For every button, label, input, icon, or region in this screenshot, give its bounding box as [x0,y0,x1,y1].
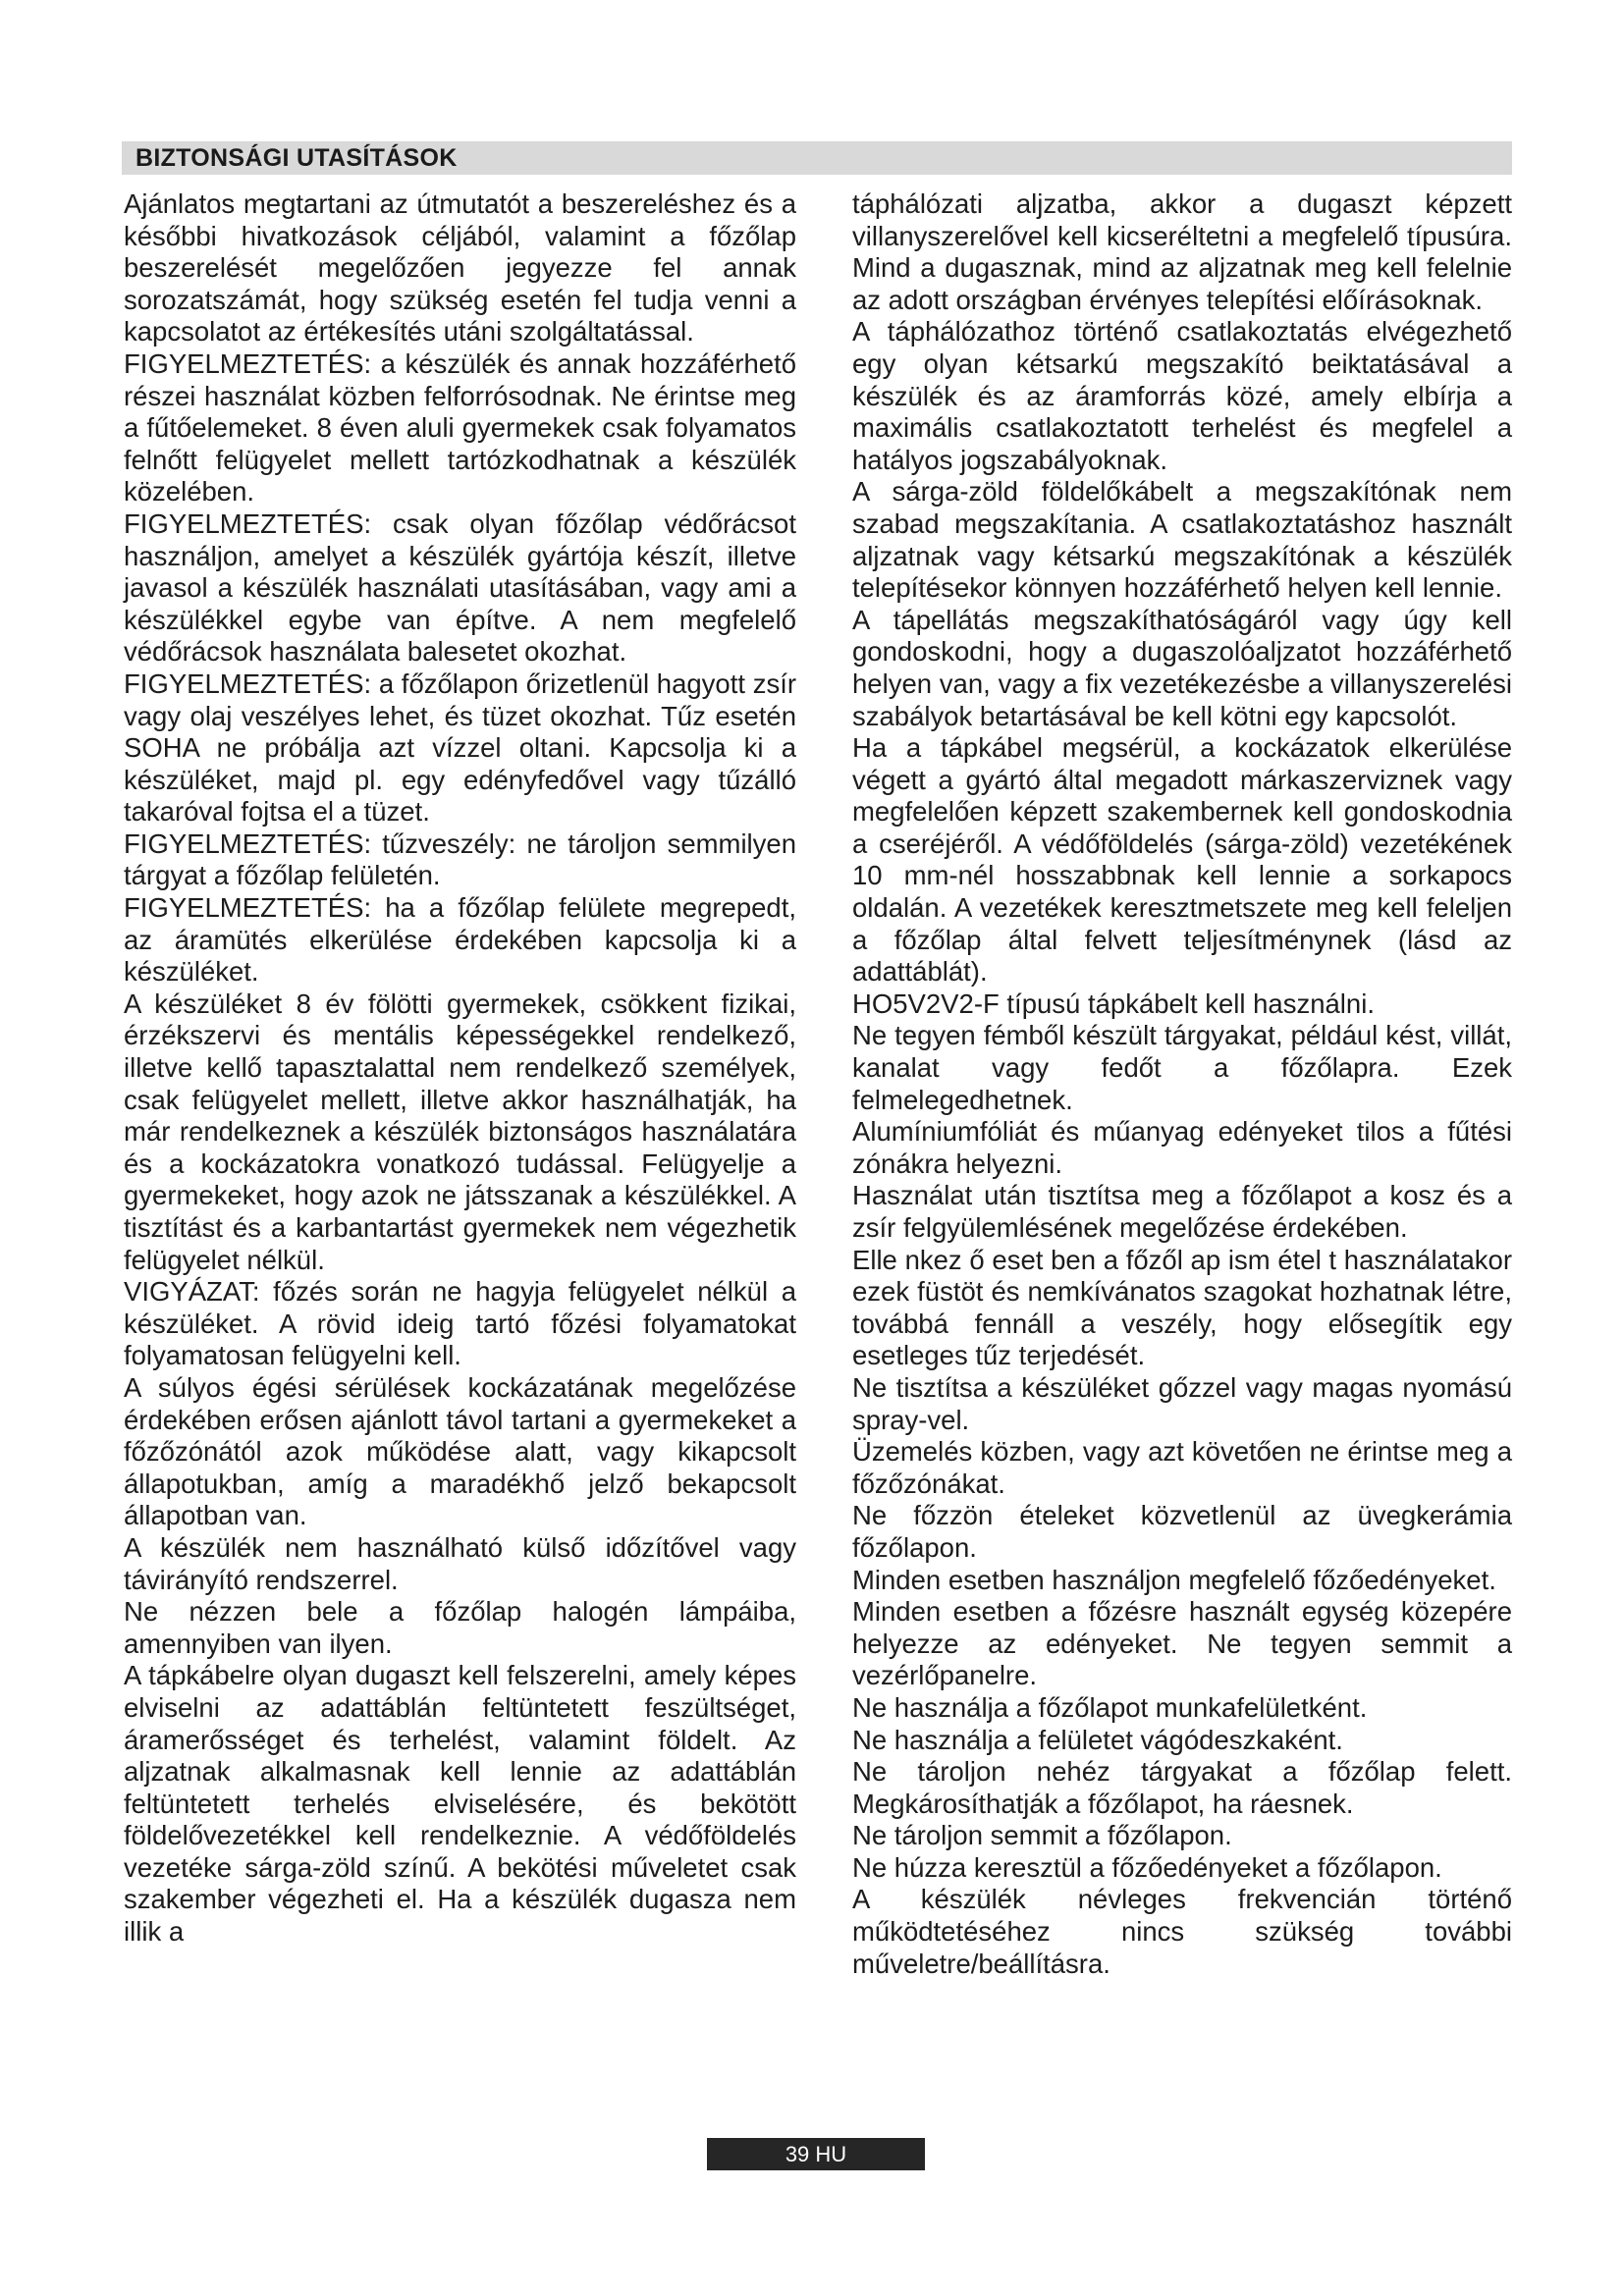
paragraph: VIGYÁZAT: főzés során ne hagyja felügyelet nélkül a készüléket. A rövid ideig tartó főzési folyamatokat folyamatosan felügyelni kell. [124,1276,796,1371]
paragraph: FIGYELMEZTETÉS: a készülék és annak hozzáférhető részei használat közben felforrósodnak. Ne érintse meg a fűtőelemeket. 8 éven aluli gyermekek csak folyamatos felnőtt felügyelet mellett tartózkodhatnak a készülék közelében. [124,347,796,507]
paragraph: táphálózati aljzatba, akkor a dugaszt képzett villanyszerelővel kell kicseréltetni a megfelelő típusúra. Mind a dugasznak, mind az aljzatnak meg kell felelnie az adott országban érvényes telepítési előírásoknak. [852,188,1512,315]
paragraph: Ne tegyen fémből készült tárgyakat, például kést, villát, kanalat vagy fedőt a főzőlapra. Ezek felmelegedhetnek. [852,1020,1512,1115]
paragraph: Üzemelés közben, vagy azt követően ne érintse meg a főzőzónákat. [852,1436,1512,1499]
paragraph: A készülék nem használható külső időzítővel vagy távirányító rendszerrel. [124,1531,796,1595]
paragraph: A készüléket 8 év fölötti gyermekek, csökkent fizikai, érzékszervi és mentális képességekkel rendelkező, illetve kellő tapasztalattal nem rendelkező személyek, csak felügyelet mellett, illetve akkor használhatják, ha már rendelkeznek a készülék biztonságos használatára és a kockázatokra vonatkozó tudással. Felügyelje a gyermekeket, hogy azok ne játsszanak a készülékkel. A tisztítást és a karbantartást gyermekek nem végezhetik felügyelet nélkül. [124,988,796,1275]
paragraph: Ne tároljon semmit a főzőlapon. [852,1820,1232,1851]
section-title: BIZTONSÁGI UTASÍTÁSOK [135,144,458,172]
paragraph: Ne tisztítsa a készüléket gőzzel vagy magas nyomású spray-vel. [852,1371,1512,1435]
paragraph: Minden esetben használjon megfelelő főzőedényeket. [852,1564,1496,1595]
paragraph: A sárga-zöld földelőkábelt a megszakítónak nem szabad megszakítania. A csatlakoztatáshoz használt aljzatnak vagy kétsarkú megszakítónak a készülék telepítésekor könnyen hozzáférhető helyen kell lennie. [852,476,1512,604]
right-column [852,188,1512,1980]
paragraph: Ne húzza keresztül a főzőedényeket a főzőlapon. [852,1851,1442,1883]
paragraph: Alumíniumfóliát és műanyag edényeket tilos a fűtési zónákra helyezni. [852,1116,1512,1179]
paragraph: A súlyos égési sérülések kockázatának megelőzése érdekében erősen ajánlott távol tartani a gyermekeket a főzőzónától azok működése alatt, vagy kikapcsolt állapotukban, amíg a maradékhő jelző bekapcsolt állapotban van. [124,1371,796,1531]
paragraph: FIGYELMEZTETÉS: a főzőlapon őrizetlenül hagyott zsír vagy olaj veszélyes lehet, és tüzet okozhat. Tűz esetén SOHA ne próbálja azt vízzel oltani. Kapcsolja ki a készüléket, majd pl. egy edényfedővel vagy tűzálló takaróval fojtsa el a tüzet. [124,667,796,828]
paragraph: Ne használja a felületet vágódeszkaként. [852,1724,1343,1755]
paragraph: FIGYELMEZTETÉS: csak olyan főzőlap védőrácsot használjon, amelyet a készülék gyártója készít, illetve javasol a készülék használati utasításában, vagy ami a készülékkel egybe van építve. A nem megfelelő védőrácsok használata balesetet okozhat. [124,507,796,667]
paragraph: A tápkábelre olyan dugaszt kell felszerelni, amely képes elviselni az adattáblán feltüntetett feszültséget, áramerősséget és terhelést, valamint földelt. Az aljzatnak alkalmasnak kell lennie az adattáblán feltüntetett terhelés elviselésére, és bekötött földelővezetékkel kell rendelkeznie. A védőföldelés vezetéke sárga-zöld színű. A bekötési műveletet csak szakember végezheti el. Ha a készülék dugasza nem illik a [124,1660,796,1948]
paragraph: Ne tároljon nehéz tárgyakat a főzőlap felett. Megkárosíthatják a főzőlapot, ha ráesnek. [852,1756,1512,1819]
paragraph: Ne nézzen bele a főzőlap halogén lámpáiba, amennyiben van ilyen. [124,1596,796,1659]
section-header-bar [122,141,1512,175]
paragraph: HO5V2V2-F típusú tápkábelt kell használni. [852,988,1375,1019]
paragraph: Elle nkez ő eset ben a főzől ap ism étel t használatakor ezek füstöt és nemkívánatos szagokat hozhatnak létre, továbbá fennáll a veszély, hogy elősegítik egy esetleges tűz terjedését. [852,1244,1512,1371]
paragraph: A tápellátás megszakíthatóságáról vagy úgy kell gondoskodni, hogy a dugaszolóaljzatot hozzáférhető helyen van, vagy a fix vezetékezésbe a villanyszerelési szabályok betartásával be kell kötni egy kapcsolót. [852,604,1512,731]
paragraph: Ne főzzön ételeket közvetlenül az üvegkerámia főzőlapon. [852,1500,1512,1563]
paragraph: Minden esetben a főzésre használt egység közepére helyezze az edényeket. Ne tegyen semmit a vezérlőpanelre. [852,1596,1512,1691]
paragraph: Ne használja a főzőlapot munkafelületként. [852,1691,1368,1723]
paragraph: FIGYELMEZTETÉS: tűzveszély: ne tároljon semmilyen tárgyat a főzőlap felületén. [124,828,796,891]
paragraph: Ha a tápkábel megsérül, a kockázatok elkerülése végett a gyártó által megadott márkaszerviznek vagy megfelelően képzett szakembernek kell gondoskodnia a cseréjéről. A védőföldelés (sárga-zöld) vezetékének 10 mm-nél hosszabbnak kell lennie a sorkapocs oldalán. A vezetékek keresztmetszete meg kell feleljen a főzőlap által felvett teljesítménynek (lásd az adattáblát). [852,732,1512,988]
paragraph: Használat után tisztítsa meg a főzőlapot a kosz és a zsír felgyülemlésének megelőzése érdekében. [852,1180,1512,1243]
left-column [124,188,796,1949]
paragraph: Ajánlatos megtartani az útmutatót a beszereléshez és a későbbi hivatkozások céljából, valamint a főzőlap beszerelését megelőzően jegyezze fel annak sorozatszámát, hogy szükség esetén fel tudja venni a kapcsolatot az értékesítés utáni szolgáltatással. [124,188,796,347]
page-number: 39 HU [785,2142,847,2166]
paragraph: A készülék névleges frekvencián történő működtetéséhez nincs szükség további műveletre/beállításra. [852,1884,1512,1979]
paragraph: FIGYELMEZTETÉS: ha a főzőlap felülete megrepedt, az áramütés elkerülése érdekében kapcsolja ki a készüléket. [124,892,796,988]
paragraph: A táphálózathoz történő csatlakoztatás elvégezhető egy olyan kétsarkú megszakító beiktatásával a készülék és az áramforrás közé, amely elbírja a maximális csatlakoztatott terhelést és megfelel a hatályos jogszabályoknak. [852,316,1512,475]
page-number-badge [707,2138,925,2170]
